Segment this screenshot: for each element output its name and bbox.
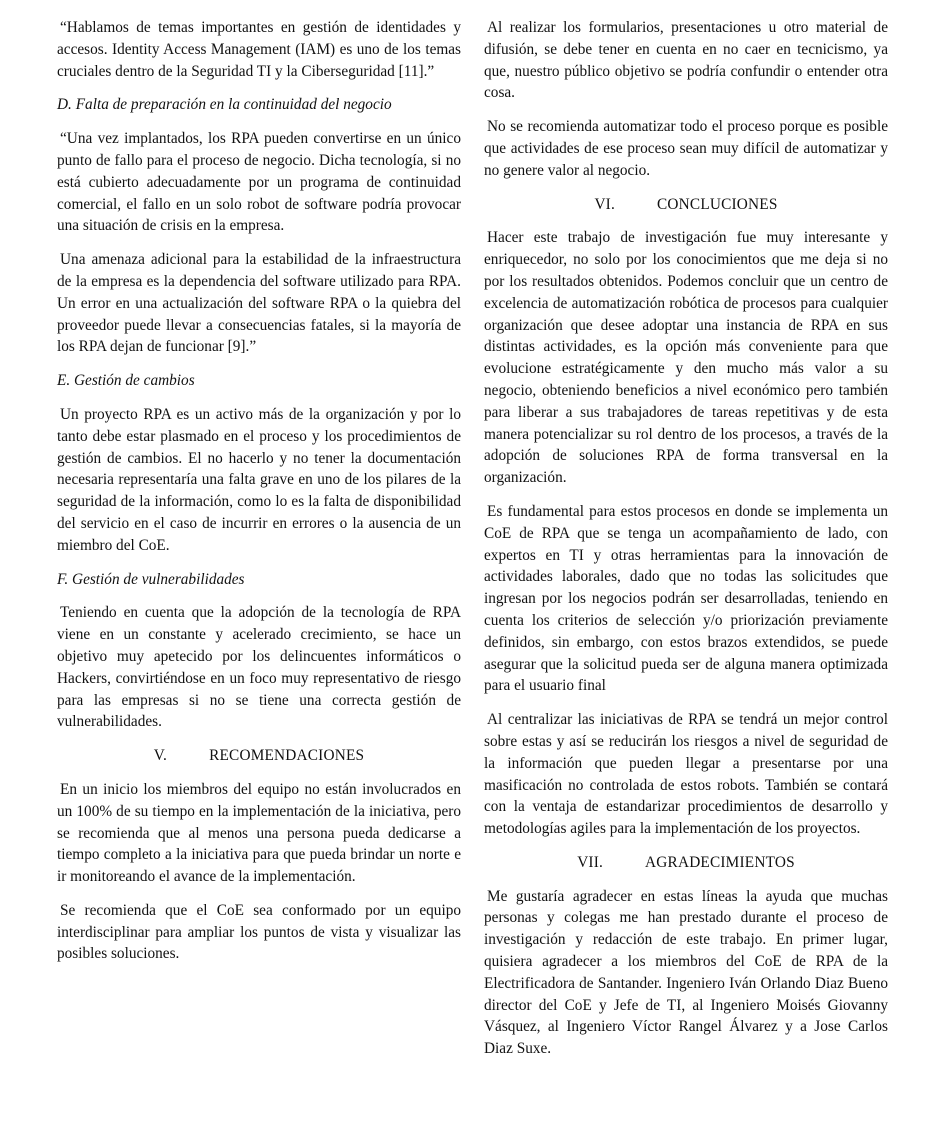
section-number: VII. xyxy=(577,853,604,871)
section-title: CONCLUCIONES xyxy=(657,195,778,213)
section-number: V. xyxy=(153,747,168,765)
paragraph-single-point-failure: “Una vez implantados, los RPA pueden convertirse en un único punto de fallo para el proceso de negocio. Dicha tecnología, si no está cubierto adecuadamente por un programa de continuidad comercial, el fallo en un solo robot de software podría provocar una situación de crisis en la empresa. xyxy=(57,130,461,235)
section-title: AGRADECIMIENTOS xyxy=(645,853,795,871)
paragraph-coe-support: Es fundamental para estos procesos en donde se implementa un CoE de RPA que se tenga un acompañamiento de lado, con expertos en TI y otras herramientas para la innovación de actividades laborales, dado que no todas las solicitudes que ingresan por los negocios podrán ser desarrolladas, teniendo en cuenta los criterios de selección y/o priorización previamente definidos, sin embargo, con estos brazos extendidos, se puede asegurar que la solicitud pueda ser de alguna manera optimizada para el usuario final xyxy=(484,502,888,695)
paragraph-centralization: Al centralizar las iniciativas de RPA se tendrá un mejor control sobre estas y así se reducirán los riesgos a nivel de seguridad de la información que pueden llegar a presentarse por una masificación no controlada de estos robots. También se contará con la ventaja de estandarizar procedimientos de desarrollo y metodologías agiles para la implementación de los proyectos. xyxy=(484,711,888,838)
paragraph-change-management: Un proyecto RPA es un activo más de la organización y por lo tanto debe estar plasmado en el proceso y los procedimientos de gestión de cambios. El no hacerlo y no tener la documentación necesaria representaría una falta grave en uno de los pilares de la seguridad de la información, como lo es la falta de disponibilidad del servicio en el caso de incurrir en errores o la ausencia de un miembro del CoE. xyxy=(57,405,461,554)
paragraph-no-full-automation: No se recomienda automatizar todo el proceso porque es posible que actividades de ese proceso sean muy difícil de automatizar y no genere valor al negocio. xyxy=(484,118,888,179)
paragraph-iam-quote: “Hablamos de temas importantes en gestión de identidades y accesos. Identity Access Management (IAM) es uno de los temas cruciales dentro de la Seguridad TI y la Ciberseguridad [11].” xyxy=(57,19,461,80)
paragraph-conclusion-main: Hacer este trabajo de investigación fue muy interesante y enriquecedor, no solo por los conocimientos que me deja si no por los resultados obtenidos. Podemos concluir que un centro de excelencia de automatización robótica de procesos para cualquier organización que desee adoptar una instancia de RPA en sus distintas actividades, es la opción más conveniente para que evolucione estratégicamente y den mucho más valor a su negocio, obteniendo beneficios a nivel económico pero también para liberar a sus trabajadores de tareas repetitivas y de esta manera potencializar su rol dentro de los procesos, a través de la adopción de soluciones RPA de forma transversal en la organización. xyxy=(484,229,888,487)
subsection-heading-d: D. Falta de preparación en la continuidad del negocio xyxy=(57,96,392,114)
section-number: VI. xyxy=(594,195,616,213)
paragraph-software-dependency: Una amenaza adicional para la estabilidad de la infraestructura de la empresa es la dependencia del software utilizado para RPA. Un error en una actualización del software RPA o la quiebra del proveedor puede llevar a consecuencias fatales, si la mayoría de los RPA dejan de funcionar [9].” xyxy=(57,251,461,356)
paragraph-forms-presentations: Al realizar los formularios, presentaciones u otro material de difusión, se debe tener en cuenta en no caer en tecnicismo, ya que, nuestro público objetivo se podría confundir o entender otra cosa. xyxy=(484,19,888,102)
paragraph-vulnerabilities: Teniendo en cuenta que la adopción de la tecnología de RPA viene en un constante y acelerado crecimiento, se hace un objetivo muy apetecido por los delincuentes informáticos o Hackers, convirtiéndose en un foco muy representativo de riesgo para las empresas si no se tiene una correcta gestión de vulnerabilidades. xyxy=(57,604,461,731)
section-title: RECOMENDACIONES xyxy=(209,747,365,765)
paragraph-acknowledgements: Me gustaría agradecer en estas líneas la ayuda que muchas personas y colegas me han prestado durante el proceso de investigación y redacción de este trabajo. En primer lugar, quisiera agradecer a los miembros del CoE de RPA de la Electrificadora de Santander. Ingeniero Iván Orlando Diaz Bueno director del CoE y Jefe de TI, al Ingeniero Moisés Giovanny Vásquez, al Ingeniero Víctor Rangel Álvarez y a Jose Carlos Diaz Suxe. xyxy=(484,887,888,1058)
subsection-heading-e: E. Gestión de cambios xyxy=(57,372,195,390)
paragraph-team-dedication: En un inicio los miembros del equipo no están involucrados en un 100% de su tiempo en la implementación de la iniciativa, pero se recomienda que al menos una persona pueda dedicarse a tiempo completo a la iniciativa para que pueda brindar un norte e ir monitoreando el avance de la implementación. xyxy=(57,780,461,886)
right-column xyxy=(484,17,888,1060)
paragraph-interdisciplinary-team: Se recomienda que el CoE sea conformado por un equipo interdisciplinar para ampliar los puntos de vista y visualizar las posibles soluciones. xyxy=(57,901,461,963)
section-heading-conclusiones xyxy=(484,194,888,216)
section-heading-recomendaciones xyxy=(57,745,461,767)
section-heading-agradecimientos xyxy=(484,852,888,874)
left-column xyxy=(57,17,461,965)
subsection-heading-f: F. Gestión de vulnerabilidades xyxy=(57,570,245,588)
